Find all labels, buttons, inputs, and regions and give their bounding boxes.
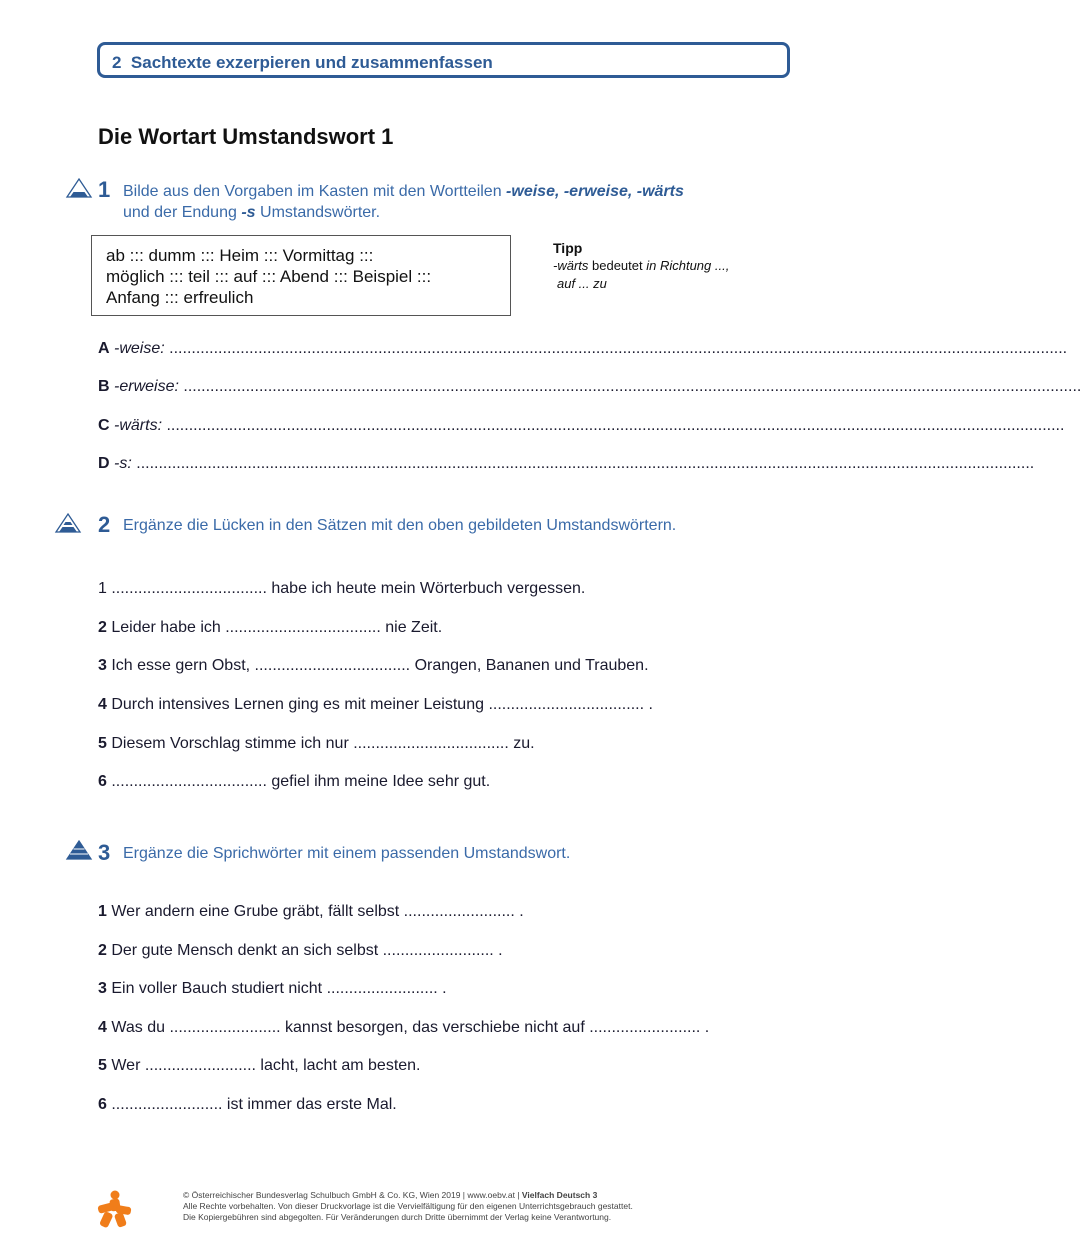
proverb-number: 2 [98, 942, 107, 959]
proverb-number: 5 [98, 1057, 107, 1074]
proverb-text: Der gute Mensch denkt an sich selbst ......................... . [106, 942, 503, 959]
chapter-title: Sachtexte exzerpieren und zusammenfassen [130, 53, 493, 72]
answer-suffix: -wärts: [114, 417, 163, 434]
sentence-number: 6 [98, 773, 107, 790]
task-2-sentence-1[interactable]: 1 ................................... habe ich heute mein Wörterbuch vergessen. [98, 580, 586, 597]
task-1-text-start: Bilde aus den Vorgaben im Kasten mit den Wortteilen [123, 183, 507, 200]
word-box-line-3: Anfang ::: erfreulich [106, 288, 254, 307]
word-box [91, 235, 511, 316]
sentence-number: 3 [98, 657, 107, 674]
proverb-text: Wer andern eine Grube gräbt, fällt selbst ......................... . [106, 903, 524, 920]
answer-line-a[interactable] [98, 340, 1068, 358]
proverb-number: 1 [98, 903, 107, 920]
answer-line-b[interactable] [98, 378, 1081, 396]
sentence-number: 2 [98, 619, 107, 636]
task-1-text-mid: und der Endung [123, 204, 242, 221]
footer-line-3: Die Kopiergebühren sind abgegolten. Für Veränderungen durch Dritte übernimmt der Verlag keine Verantwortung. [183, 1212, 612, 1222]
answer-line-c[interactable] [98, 417, 1065, 435]
tipp-line-1 [553, 258, 729, 273]
task-1-instruction [123, 181, 803, 223]
answer-suffix: -weise: [114, 340, 165, 357]
footer-copyright: © Österreichischer Bundesverlag Schulbuch GmbH & Co. KG, Wien 2019 | www.oebv.at | [183, 1190, 522, 1200]
tipp-meaning: in Richtung ..., [646, 258, 730, 273]
answer-letter: D [98, 455, 110, 472]
level-3-triangle-icon [66, 840, 92, 860]
answer-suffix: -s: [114, 455, 132, 472]
task-2-sentence-6[interactable] [98, 773, 490, 791]
task-3-instruction: Ergänze die Sprichwörter mit einem passenden Umstandswort. [123, 845, 571, 862]
task-3-proverb-2[interactable] [98, 942, 503, 960]
footer-line-2: Alle Rechte vorbehalten. Von dieser Druckvorlage ist die Vervielfältigung für den eigenen Unterrichtsgebrauch gestattet. [183, 1201, 633, 1211]
task-2-instruction: Ergänze die Lücken in den Sätzen mit den oben gebildeten Umstandswörtern. [123, 517, 677, 534]
task-3-number: 3 [98, 840, 111, 865]
word-box-line-1: ab ::: dumm ::: Heim ::: Vormittag ::: [106, 246, 374, 265]
sentence-text: Diesem Vorschlag stimme ich nur ................................... zu. [106, 735, 535, 752]
task-1-ending: -s [241, 204, 256, 221]
tipp-title: Tipp [553, 240, 583, 256]
tipp-term: -wärts [553, 258, 589, 273]
answer-dots: .......................................................................................................................................................................................................... [166, 417, 1065, 434]
task-1-text-end: Umstandswörter. [255, 204, 381, 221]
task-3-proverb-4[interactable] [98, 1019, 709, 1037]
answer-line-d[interactable] [98, 455, 1035, 473]
answer-letter: A [98, 340, 110, 357]
task-3-proverb-6[interactable] [98, 1096, 397, 1114]
answer-dots: .......................................................................................................................................................................................................... [136, 455, 1035, 472]
publisher-logo-icon [96, 1190, 132, 1228]
proverb-text: ......................... ist immer das erste Mal. [106, 1096, 397, 1113]
proverb-number: 4 [98, 1019, 107, 1036]
proverb-number: 6 [98, 1096, 107, 1113]
footer-book-title: Vielfach Deutsch 3 [521, 1190, 598, 1200]
sentence-number: 5 [98, 735, 107, 752]
sentence-number: 4 [98, 696, 107, 713]
task-1-suffixes: -weise, -erweise, -wärts [506, 183, 684, 200]
task-3-proverb-1[interactable] [98, 903, 524, 921]
task-2-number: 2 [98, 512, 111, 537]
sentence-text: ................................... gefiel ihm meine Idee sehr gut. [106, 773, 491, 790]
proverb-text: Wer ......................... lacht, lacht am besten. [106, 1057, 421, 1074]
proverb-text: Was du ......................... kannst besorgen, das verschiebe nicht auf ......................... . [106, 1019, 710, 1036]
task-3-proverb-3[interactable] [98, 980, 447, 998]
chapter-header [112, 53, 493, 73]
word-box-line-2: möglich ::: teil ::: auf ::: Abend ::: Beispiel ::: [106, 267, 432, 286]
sentence-text: Ich esse gern Obst, ................................... Orangen, Bananen und Trauben. [106, 657, 649, 674]
footer-line-1 [183, 1190, 633, 1201]
task-2-sentence-2[interactable] [98, 619, 442, 637]
answer-letter: C [98, 417, 110, 434]
proverb-number: 3 [98, 980, 107, 997]
answer-dots: .......................................................................................................................................................................................................... [169, 340, 1068, 357]
answer-suffix: -erweise: [114, 378, 179, 395]
page-title: Die Wortart Umstandswort 1 [98, 124, 394, 149]
task-2-sentence-3[interactable] [98, 657, 649, 675]
answer-letter: B [98, 378, 110, 395]
answer-dots: .......................................................................................................................................................................................................... [183, 378, 1081, 395]
tipp-connector: bedeutet [588, 258, 647, 273]
chapter-number: 2 [112, 53, 122, 72]
chapter-header-box [97, 42, 790, 78]
footer [183, 1190, 633, 1223]
sentence-text: Leider habe ich ................................... nie Zeit. [106, 619, 443, 636]
task-2-sentence-5[interactable] [98, 735, 535, 753]
level-1-triangle-icon [66, 178, 92, 198]
tipp-meaning-2: auf ... zu [557, 276, 607, 291]
level-2-triangle-icon [55, 513, 81, 533]
proverb-text: Ein voller Bauch studiert nicht ......................... . [106, 980, 447, 997]
sentence-text: Durch intensives Lernen ging es mit meiner Leistung ................................... . [106, 696, 653, 713]
task-3-proverb-5[interactable] [98, 1057, 421, 1075]
task-2-sentence-4[interactable] [98, 696, 653, 714]
tipp-line-2 [557, 276, 607, 291]
task-1-number: 1 [98, 177, 111, 202]
